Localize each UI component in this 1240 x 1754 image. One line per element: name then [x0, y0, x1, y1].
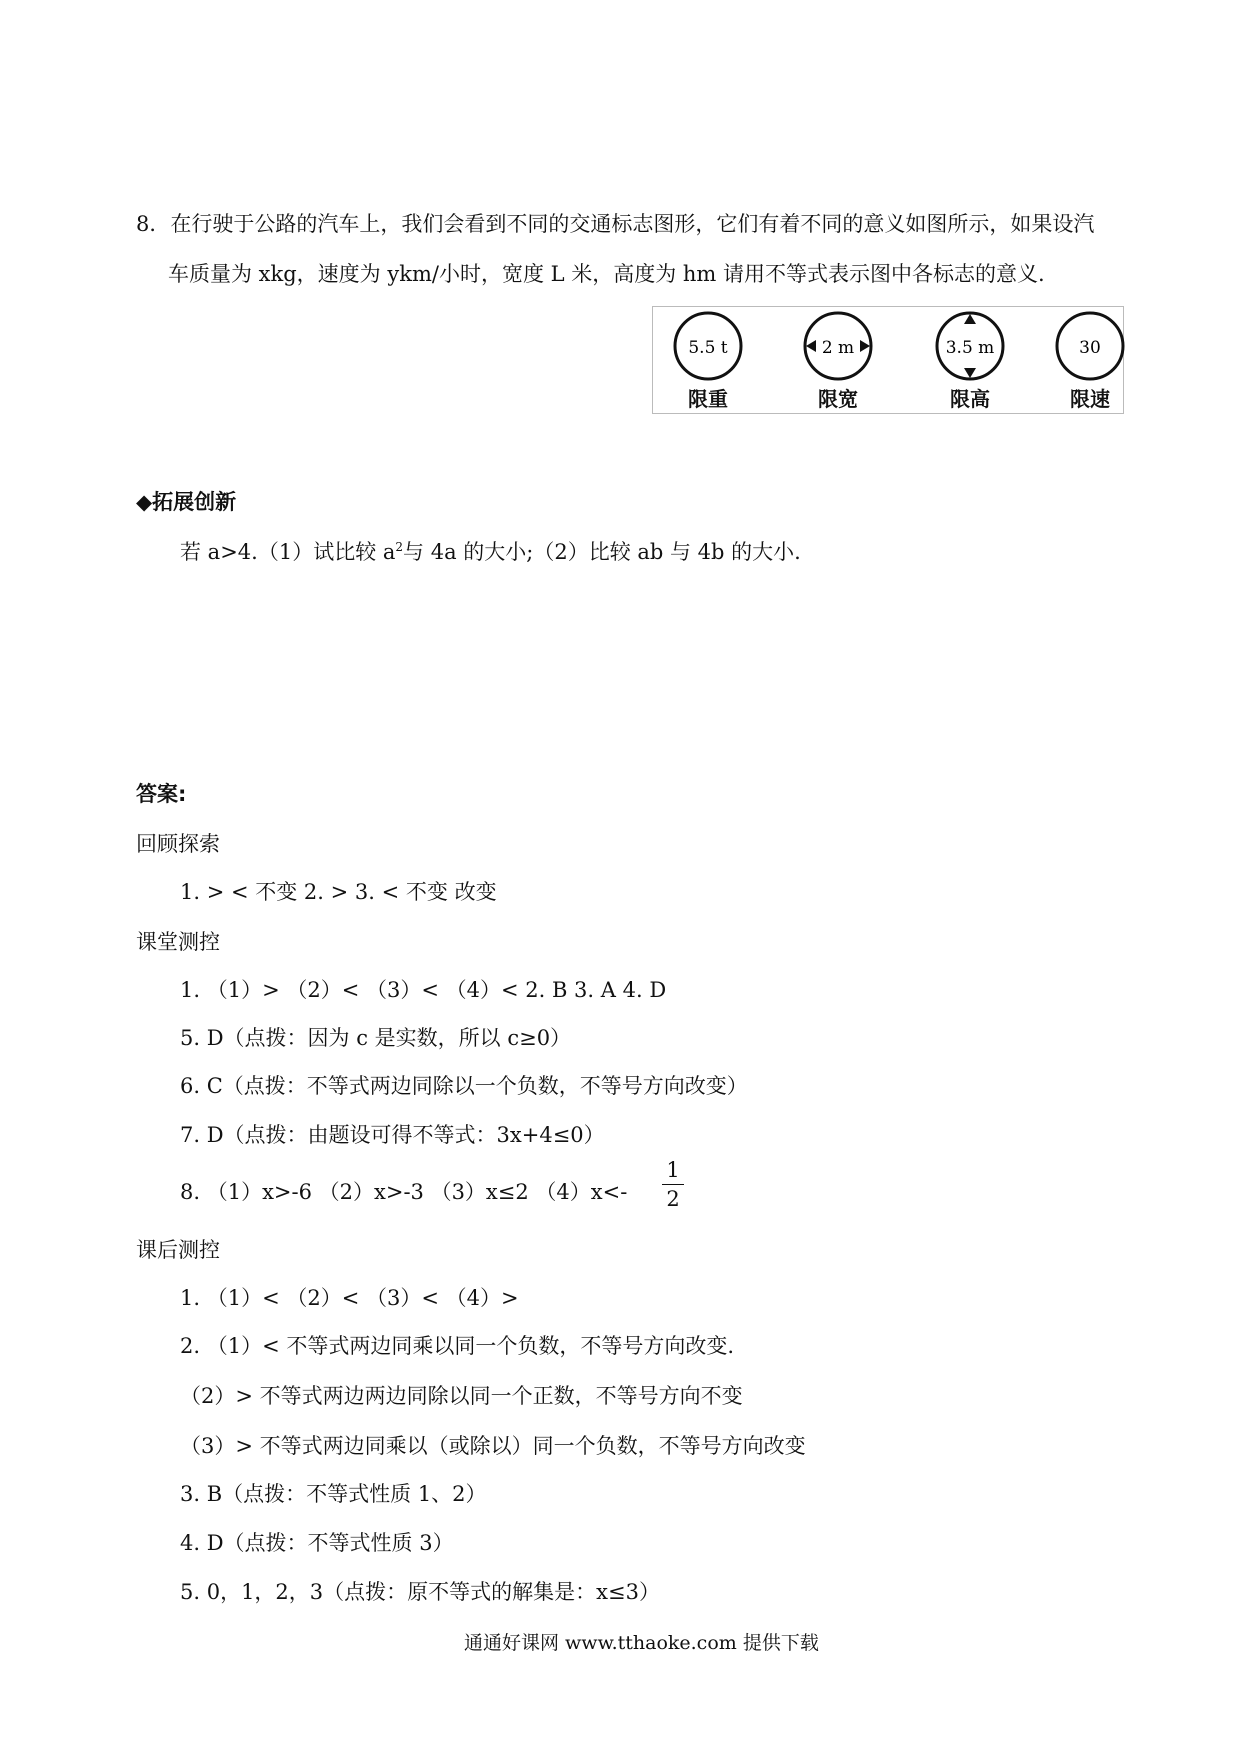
sign-label: 限重	[688, 387, 728, 411]
after-class-line-2: 2. （1）< 不等式两边同乘以同一个负数，不等号方向改变.	[180, 1334, 735, 1358]
extension-question	[180, 536, 801, 566]
sign-label: 限宽	[818, 387, 858, 411]
sign-value: 30	[1079, 338, 1101, 358]
traffic-signs-figure	[652, 306, 1124, 414]
extension-text-a: 若 a>4.（1）试比较 a	[180, 540, 396, 564]
sign-label: 限高	[950, 387, 990, 411]
classroom-line-6: 6. C（点拨：不等式两边同除以一个负数，不等号方向改变）	[180, 1074, 748, 1098]
after-class-line-2b: （2）> 不等式两边两边同除以同一个正数，不等号方向不变	[180, 1384, 743, 1408]
sign-width-limit	[783, 307, 893, 413]
sign-label: 限速	[1070, 387, 1110, 411]
after-class-line-4: 4. D（点拨：不等式性质 3）	[180, 1531, 454, 1555]
fraction-denominator: 2	[666, 1187, 680, 1211]
height-sign-icon	[933, 311, 1007, 383]
extension-heading: ◆拓展创新	[136, 490, 237, 514]
extension-text-b: 与 4a 的大小;（2）比较 ab 与 4b 的大小.	[403, 540, 801, 564]
classroom-title: 课堂测控	[136, 930, 220, 954]
problem-8-line-2: 车质量为 xkg，速度为 ykm/小时，宽度 L 米，高度为 hm 请用不等式表示图中各标志的意义.	[168, 262, 1045, 286]
fraction-numerator: 1	[666, 1158, 680, 1182]
classroom-line-7: 7. D（点拨：由题设可得不等式：3x+4≤0）	[180, 1123, 605, 1147]
extension-superscript: 2	[395, 540, 404, 554]
review-line-1: 1. > < 不变 2. > 3. < 不变 改变	[180, 880, 497, 904]
width-sign-icon	[801, 311, 875, 383]
classroom-line-5: 5. D（点拨：因为 c 是实数，所以 c≥0）	[180, 1026, 572, 1050]
classroom-line-1: 1. （1）> （2）< （3）< （4）< 2. B 3. A 4. D	[180, 978, 667, 1002]
weight-sign-icon	[671, 311, 745, 383]
speed-sign-icon	[1053, 311, 1127, 383]
sign-height-limit	[915, 307, 1025, 413]
sign-weight-limit	[653, 307, 763, 413]
after-class-line-2c: （3）> 不等式两边同乘以（或除以）同一个负数，不等号方向改变	[180, 1434, 806, 1458]
after-class-line-1: 1. （1）< （2）< （3）< （4）>	[180, 1286, 519, 1310]
classroom-line-8: 8. （1）x>-6 （2）x>-3 （3）x≤2 （4）x<-	[180, 1180, 628, 1204]
sign-speed-limit	[1035, 307, 1145, 413]
sign-value: 3.5 m	[945, 338, 995, 358]
after-class-title: 课后测控	[136, 1238, 220, 1262]
answers-heading: 答案:	[136, 782, 187, 806]
after-class-line-3: 3. B（点拨：不等式性质 1、2）	[180, 1482, 487, 1506]
review-title: 回顾探索	[136, 832, 220, 856]
sign-value: 5.5 t	[688, 338, 728, 358]
fraction-one-half	[662, 1158, 684, 1211]
sign-value: 2 m	[821, 338, 855, 358]
page-footer: 通通好课网 www.tthaoke.com 提供下载	[464, 1632, 819, 1654]
fraction-bar	[662, 1184, 684, 1185]
after-class-line-5: 5. 0，1，2，3（点拨：原不等式的解集是：x≤3）	[180, 1580, 660, 1604]
problem-8-line-1: 8．在行驶于公路的汽车上，我们会看到不同的交通标志图形，它们有着不同的意义如图所示，如果设汽	[136, 212, 1095, 236]
